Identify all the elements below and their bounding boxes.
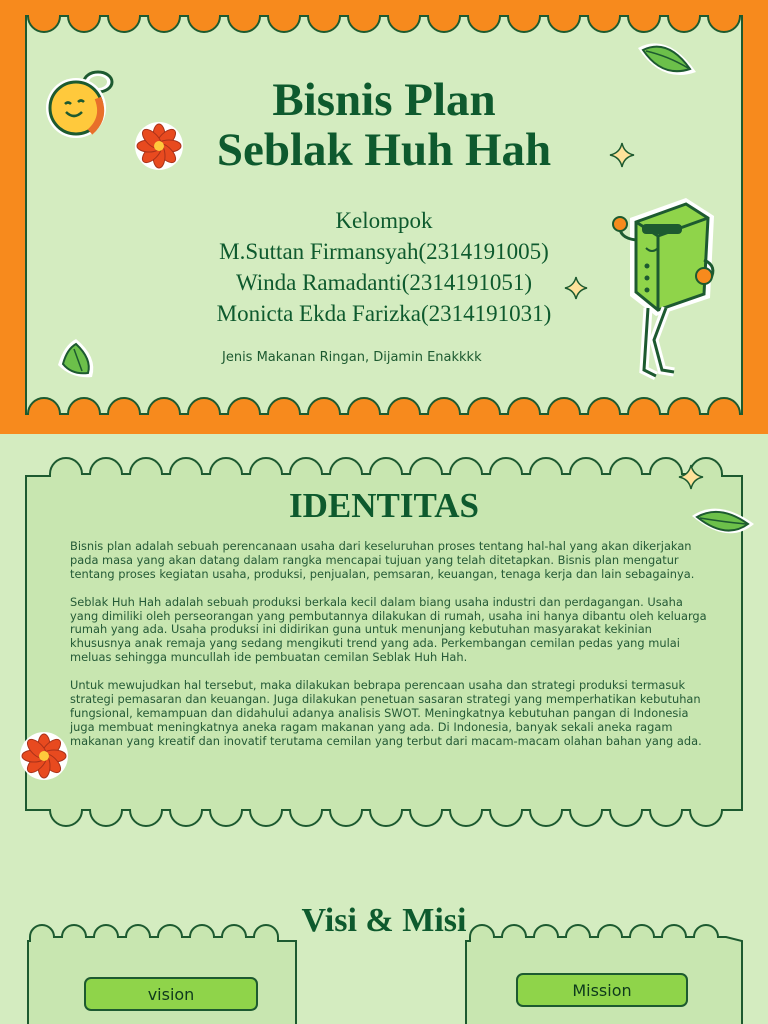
- visi-misi-heading: Visi & Misi: [301, 902, 467, 939]
- identitas-paragraph: Bisnis plan adalah sebuah perencanaan usaha dari keseluruhan proses tentang hal-hal yang akan dikerjakan pada masa yang akan datang dalam rangka mencapai tujuan yang telah ditetapkan. Bisnis plan mengatur tentang proses kegiatan usaha, produksi, penjualan, pemsaran, keuangan, tenaga kerja dan lain sebagainya.: [70, 539, 695, 581]
- cover-title-line2: Seblak Huh Hah: [216, 124, 552, 176]
- identitas-paragraph: Untuk mewujudkan hal tersebut, maka dilakukan bebrapa perencaan usaha dan strategi produksi termasuk strategi pemasaran dan keuangan. Juga dilakukan penetuan sasaran strategi yang memperhatikan kebutuhan fungsional, kemampuan dan didahului adanya analisis SWOT. Meningkatnya kebutuhan pangan di Indonesia juga membuat meningkatnya aneka ragam makanan yang ada. Di Indonesia, banyak sekali aneka ragam makanan yang kreatif dan inovatif terutama cemilan yang terbut dari macam-macam olahan bahan yang ada.: [70, 678, 702, 748]
- vision-button[interactable]: vision: [84, 977, 258, 1011]
- leaf-icon: [52, 335, 102, 381]
- sparkle-icon: [607, 140, 637, 170]
- flower-icon: [18, 730, 70, 782]
- identitas-heading: IDENTITAS: [289, 486, 479, 525]
- mission-button[interactable]: Mission: [516, 973, 688, 1007]
- identitas-body: [70, 540, 710, 762]
- flower-icon: [133, 120, 185, 172]
- group-label: Kelompok: [335, 208, 433, 233]
- bee-sticker-icon: [40, 62, 122, 144]
- box-mascot-icon: [600, 180, 730, 385]
- cover-slide: [0, 0, 768, 434]
- cover-title-line1: Bisnis Plan: [272, 74, 496, 126]
- member-name: Monicta Ekda Farizka(2314191031): [216, 301, 552, 326]
- identitas-paragraph: Seblak Huh Hah adalah sebuah produksi berkala kecil dalam biang usaha industri dan perdagangan. Usaha yang dimiliki oleh perseorangan yang pembutannya dilakukan di rumah, usaha ini hanya dibantu oleh keluarga rumah yang ada. Usaha produksi ini didirikan guna untuk menunjang kebutuhan masyarakat kekinian khususnya anak remaja yang sedang mengikuti trend yang ada. Perkembangan cemilan pedas yang mulai meluas sehingga muncullah ide pembuatan cemilan Seblak Huh Hah.: [70, 594, 707, 665]
- tagline: Jenis Makanan Ringan, Dijamin Enakkkk: [222, 350, 482, 365]
- member-name: M.Suttan Firmansyah(2314191005): [219, 239, 549, 264]
- sparkle-icon: [562, 274, 590, 302]
- leaf-icon: [632, 34, 702, 84]
- member-name: Winda Ramadanti(2314191051): [235, 270, 533, 295]
